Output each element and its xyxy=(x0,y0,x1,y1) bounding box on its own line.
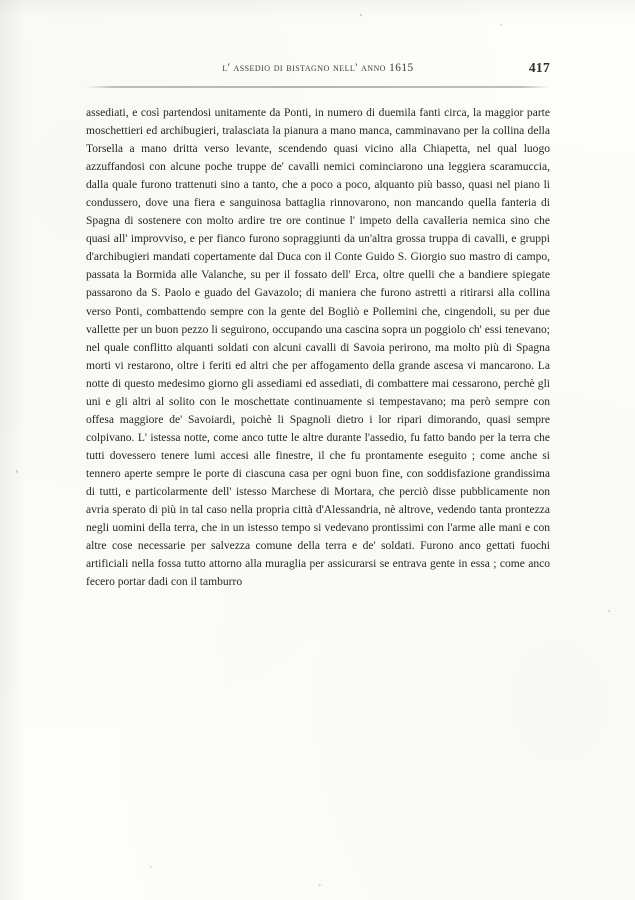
page-top-shadow xyxy=(0,0,635,20)
scan-speck xyxy=(500,24,502,26)
scan-speck xyxy=(16,470,18,473)
scan-speck xyxy=(318,884,321,886)
page-number: 417 xyxy=(528,60,550,75)
body-paragraph: assediati, e così partendosi unitamente da Ponti, in numero di duemila fanti circa, la maggior parte moschettieri ed archibugieri, tralasciata la pianura a mano manca, camminavano per la collina della Torsella a mano dritta verso levante, scendendo quasi vicino alla Chiapetta, nel qual luogo azzuffandosi con alcune poche truppe de' cavalli nemici cominciarono una leggiera scaramuccia, dalla quale furono trattenuti sino a tanto, che a poco a poco, alquanto più basso, quasi nel piano li condussero, dove una fiera e sanguinosa battaglia rinnovarono, non mancando quella fanteria di Spagna di sostenere con molto ardire tre ore continue l' impeto della cavalleria nemica sino che quasi all' improvviso, e per fianco furono sopraggiunti da un'altra grossa truppa di cavalli, e gruppi d'archibugieri mandati copertamente dal Duca con il Conte Guido S. Giorgio suo mastro di campo, passata la Bormida alle Valanche, su per il fossato dell' Erca, oltre quelli che a bandiere spiegate passarono da S. Paolo e guado del Gavazolo; di maniera che furono astretti a ritirarsi alla collina verso Ponti, combattendo sempre con la gente del Bogliò e Pollemini che, cingendoli, su per due vallette per un buon pezzo li seguirono, occupando una cascina sopra un poggiolo ch' essi tenevano; nel quale conflitto alquanti soldati con alcuni cavalli di Savoia perirono, ma molto più di Spagna morti vi restarono, oltre i feriti ed altri che per affogamento della grande ascesa vi mancarono. La notte di questo medesimo giorno gli assediami ed assediati, di combattere mai cessarono, perchè gli uni e gli altri al solito con le moschettate continuamente si tempestavano; ma però sempre con offesa maggiore de' Savoiardi, poichè li Spagnoli dietro i lor ripari dimorando, quasi sempre colpivano. L' istessa notte, come anco tutte le altre durante l'assedio, fu fatto bando per la terra che tutti dovessero tenere lumi accesi alle finestre, il che fu prontamente eseguito ; come anche si tennero aperte sempre le porte di ciascuna casa per ogni buon fine, con soddisfazione grandissima di tutti, e particolarmente dell' istesso Marchese di Mortara, che perciò disse pubblicamente non avria sperato di più in tal caso nella propria città d'Alessandria, nè altrove, vedendo tanta prontezza negli uomini della terra, che in un istesso tempo si vedevano prontissimi con l'arme alle mani e con altre cose necessarie per salvezza comune della terra e de' soldati. Furono anco gettati fuochi artificiali nella fossa tutto attorno alla muraglia per assicurarsi se entrava gente in essa ; come anco fecero portar dadi con il tamburro xyxy=(86,107,550,589)
page-left-shadow xyxy=(0,0,26,900)
page-header xyxy=(86,62,550,74)
scan-speck xyxy=(608,610,610,612)
scan-speck xyxy=(150,866,152,868)
body-text-block xyxy=(86,104,550,591)
header-rule xyxy=(86,86,550,88)
running-title: l' assedio di bistagno nell' anno 1615 xyxy=(222,62,414,74)
scan-speck xyxy=(360,14,362,16)
